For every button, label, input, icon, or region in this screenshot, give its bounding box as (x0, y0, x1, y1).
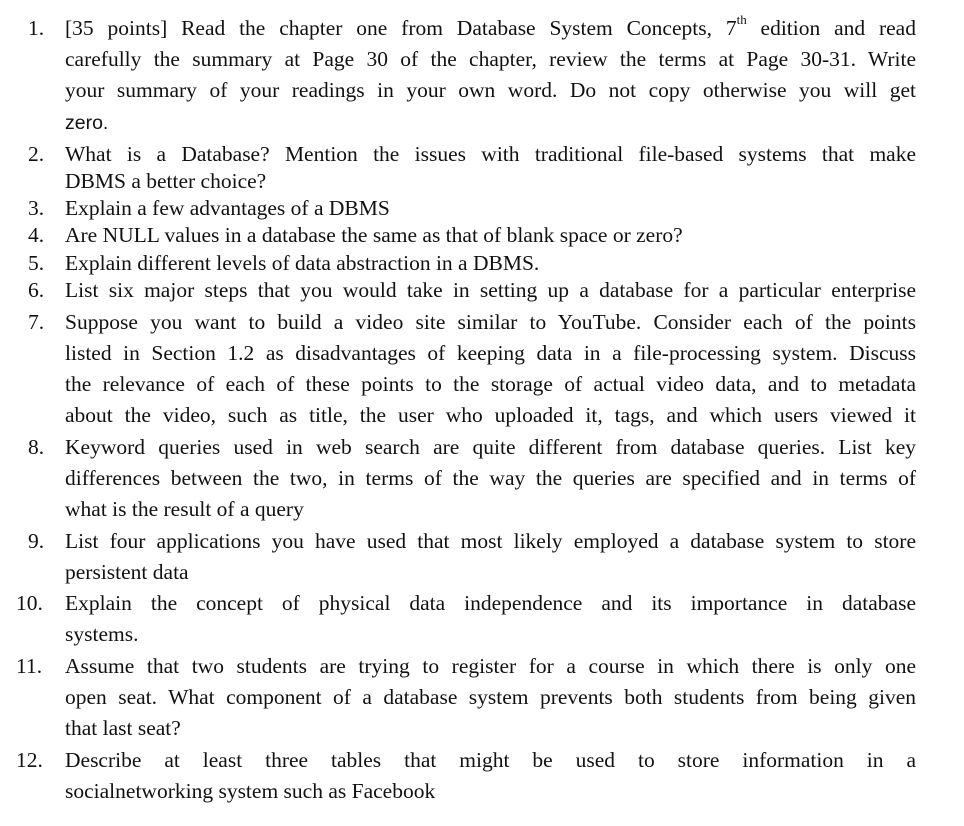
question-7-line-1: Suppose you want to build a video site similar to YouTube. Consider each of the points (65, 310, 916, 334)
question-12-line-2: socialnetworking system such as Facebook (65, 779, 436, 803)
question-6-line-1: List six major steps that you would take in setting up a database for a particular enterprise (65, 278, 916, 302)
question-number: 10. (16, 591, 43, 615)
question-7-line-4: about the video, such as title, the user who uploaded it, tags, and which users viewed it (65, 403, 916, 427)
question-number: 6. (28, 278, 45, 302)
question-1-line-4: zero. (65, 112, 109, 134)
question-1-line-2: carefully the summary at Page 30 of the chapter, review the terms at Page 30-31. Write (65, 47, 916, 71)
question-number: 12. (16, 748, 43, 772)
question-number: 8. (28, 435, 45, 459)
question-9-line-1: List four applications you have used that most likely employed a database system to store (65, 529, 916, 553)
question-7-line-3: the relevance of each of these points to the storage of actual video data, and to metadata (65, 372, 916, 396)
question-number: 5. (28, 251, 45, 275)
question-11-line-3: that last seat? (65, 716, 181, 740)
question-7-line-2: listed in Section 1.2 as disadvantages of keeping data in a file-processing system. Discuss (65, 341, 916, 365)
question-11-line-1: Assume that two students are trying to register for a course in which there is only one (65, 654, 916, 678)
superscript-th: th (736, 12, 747, 27)
question-8-line-1: Keyword queries used in web search are quite different from database queries. List key (65, 435, 916, 459)
question-number: 2. (28, 142, 45, 166)
question-11-line-2: open seat. What component of a database system prevents both students from being given (65, 685, 916, 709)
question-4-line-1: Are NULL values in a database the same as that of blank space or zero? (65, 223, 683, 247)
question-2-line-1: What is a Database? Mention the issues with traditional file-based systems that make (65, 142, 916, 166)
question-number: 7. (28, 310, 45, 334)
question-number: 1. (28, 16, 45, 40)
question-1-line-3: your summary of your readings in your own word. Do not copy otherwise you will get (65, 78, 916, 102)
question-10-line-1: Explain the concept of physical data independence and its importance in database (65, 591, 916, 615)
question-number: 9. (28, 529, 45, 553)
question-number: 4. (28, 223, 45, 247)
question-12-line-1: Describe at least three tables that might be used to store information in a (65, 748, 916, 772)
question-10-line-2: systems. (65, 622, 139, 646)
question-number: 3. (28, 196, 45, 220)
question-8-line-3: what is the result of a query (65, 497, 304, 521)
question-number: 11. (16, 654, 43, 678)
question-9-line-2: persistent data (65, 560, 189, 584)
question-8-line-2: differences between the two, in terms of the way the queries are specified and in terms of (65, 466, 916, 490)
question-5-line-1: Explain different levels of data abstraction in a DBMS. (65, 251, 540, 275)
question-1-line-1: [35 points] Read the chapter one from Database System Concepts, 7th edition and read (65, 12, 916, 40)
question-3-line-1: Explain a few advantages of a DBMS (65, 196, 390, 220)
question-2-line-2: DBMS a better choice? (65, 169, 267, 193)
